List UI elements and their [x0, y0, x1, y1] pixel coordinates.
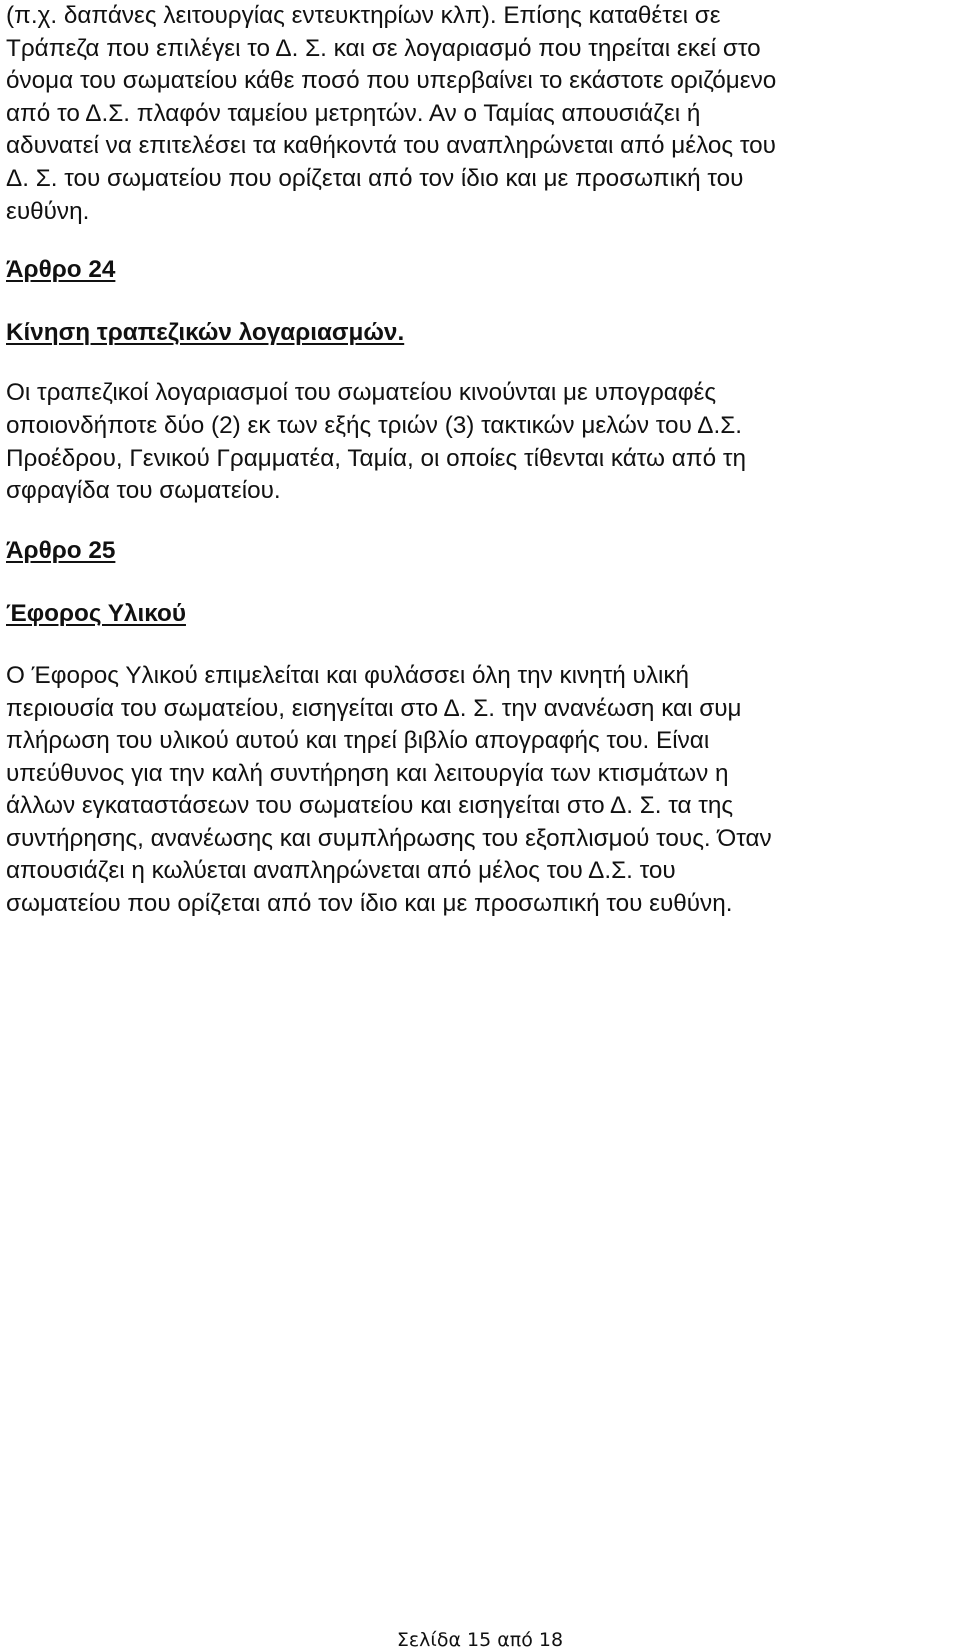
article-24-body	[6, 377, 946, 507]
text-line: ευθύνη.	[6, 197, 90, 225]
text-line: Προέδρου, Γενικού Γραμματέα, Ταμία, οι οποίες τίθενται κάτω από τη	[6, 444, 746, 472]
text-line: πλήρωση του υλικού αυτού και τηρεί βιβλίο απογραφής του. Είναι	[6, 727, 710, 755]
text-line: (π.χ. δαπάνες λειτουργίας εντευκτηρίων κλπ). Επίσης καταθέτει σε	[6, 2, 721, 29]
text-line: Οι τραπεζικοί λογαριασμοί του σωματείου κινούνται με υπογραφές	[6, 379, 717, 407]
text-line: υπεύθυνος για την καλή συντήρηση και λειτουργία των κτισμάτων η	[6, 759, 729, 787]
text-line: αδυνατεί να επιτελέσει τα καθήκοντά του αναπληρώνεται από μέλος του	[6, 132, 776, 160]
text-line: απουσιάζει η κωλύεται αναπληρώνεται από μέλος του Δ.Σ. του	[6, 857, 676, 885]
text-line: από το Δ.Σ. πλαφόν ταμείου μετρητών. Αν ο Ταμίας απουσιάζει ή	[6, 99, 701, 127]
article-25-body	[6, 660, 946, 921]
text-line: όνομα του σωματείου κάθε ποσό που υπερβαίνει το εκάστοτε οριζόμενο	[6, 67, 777, 95]
page-footer: Σελίδα 15 από 18	[396, 1629, 564, 1651]
article-24-title: Κίνηση τραπεζικών λογαριασμών.	[6, 318, 405, 346]
text-line: οποιονδήποτε δύο (2) εκ των εξής τριών (3) τακτικών μελών του Δ.Σ.	[6, 411, 743, 439]
text-line: σφραγίδα του σωματείου.	[6, 477, 281, 505]
intro-paragraph	[6, 0, 946, 228]
text-line: περιουσία του σωματείου, εισηγείται στο Δ. Σ. την ανανέωση και συμ	[6, 694, 742, 722]
text-line: Δ. Σ. του σωματείου που ορίζεται από τον ίδιο και με προσωπική του	[6, 164, 744, 192]
article-25-heading: Άρθρο 25	[6, 536, 116, 564]
text-line: σωματείου που ορίζεται από τον ίδιο και με προσωπική του ευθύνη.	[6, 890, 733, 918]
article-25-title: Έφορος Υλικού	[6, 600, 186, 628]
text-line: συντήρησης, ανανέωσης και συμπλήρωσης του εξοπλισμού τους. Όταν	[6, 824, 772, 852]
text-line: Ο Έφορος Υλικού επιμελείται και φυλάσσει όλη την κινητή υλική	[6, 661, 690, 689]
text-line: άλλων εγκαταστάσεων του σωματείου και εισηγείται στο Δ. Σ. τα της	[6, 792, 734, 820]
text-line: Τράπεζα που επιλέγει το Δ. Σ. και σε λογαριασμό που τηρείται εκεί στο	[6, 34, 761, 62]
article-24-heading: Άρθρο 24	[6, 256, 116, 284]
document-content	[6, 0, 946, 921]
